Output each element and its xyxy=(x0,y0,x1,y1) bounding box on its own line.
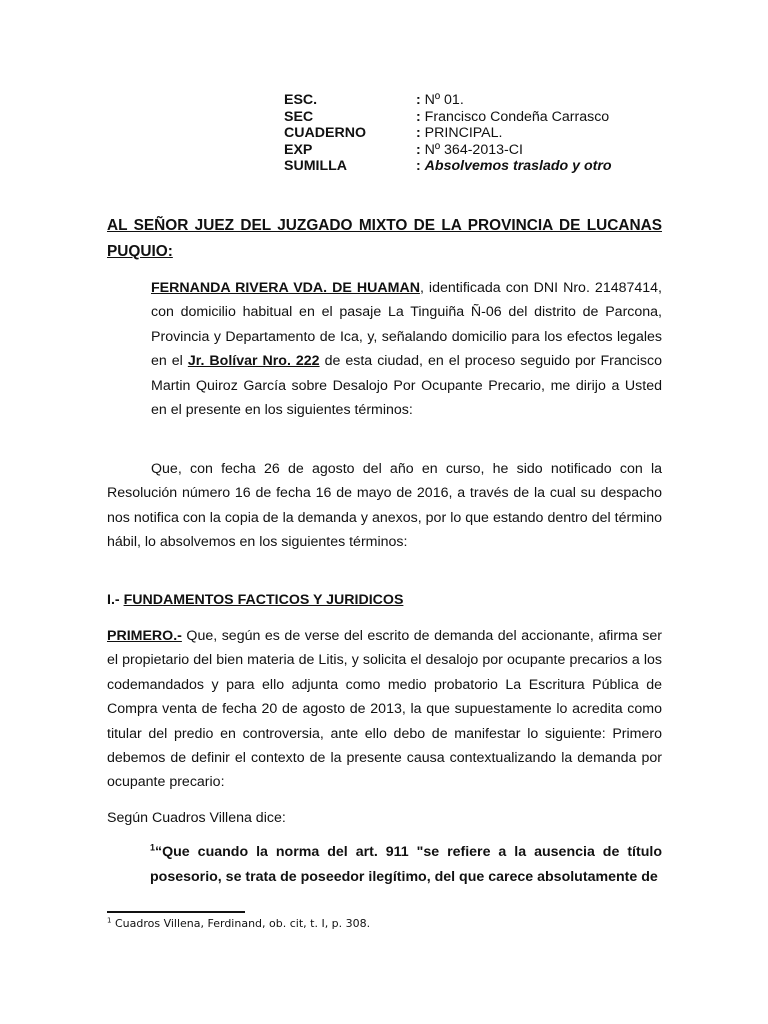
section-title: FUNDAMENTOS FACTICOS Y JURIDICOS xyxy=(123,592,404,608)
header-colon: : xyxy=(416,158,425,175)
header-row-exp xyxy=(284,142,684,159)
primero-label: PRIMERO.- xyxy=(107,628,182,644)
section-number: I.- xyxy=(107,592,124,608)
primero-text: Que, según es de verse del escrito de demanda del accionante, afirma ser el propietario del bien materia de Litis, y solicita el desalojo por ocupante precarios a los codemandados y para ello adjunta como medio probatorio La Escritura Pública de Compra venta de fecha 20 de agosto de 2013, la que supuestamente lo acredita como titular del predio en controversia, ante ello debo de manifestar lo siguiente: Primero debemos de definir el contexto de la presente causa contextualizando la demanda por ocupante precario: xyxy=(107,628,662,791)
footnote xyxy=(107,917,370,930)
header-colon: : xyxy=(416,92,425,108)
legal-address: Jr. Bolívar Nro. 222 xyxy=(187,353,320,370)
header-value: Nº 364-2013-CI xyxy=(424,141,523,158)
header-value: Absolvemos traslado y otro xyxy=(424,158,612,175)
header-value: Francisco Condeña Carrasco xyxy=(424,108,610,125)
header-value: Nº 01. xyxy=(424,92,464,108)
header-colon: : xyxy=(416,125,425,142)
intro-text-2: de esta ciudad, en el proceso seguido por Francisco Martin Quiroz García sobre Desalojo Por Ocupante Precario, me dirijo a Usted en el presente en los siguientes términos: xyxy=(151,353,662,419)
footnote-divider xyxy=(107,911,245,913)
footnote-text: Cuadros Villena, Ferdinand, ob. cit, t. I, p. 308. xyxy=(111,917,371,930)
section-heading xyxy=(107,592,403,608)
footnote-marker: 1 xyxy=(107,916,112,925)
header-value: PRINCIPAL. xyxy=(424,125,503,142)
intro-text-1: , identificada con DNI Nro. 21487414, con domicilio habitual en el pasaje La Tinguiña Ñ-06 del distrito de Parcona, Provincia y Departamento de Ica, y, señalando domicilio para los efectos legales en el xyxy=(151,280,662,370)
petitioner-name: FERNANDA RIVERA VDA. DE HUAMAN xyxy=(151,280,420,296)
header-row-sec xyxy=(284,109,684,126)
notification-paragraph: Que, con fecha 26 de agosto del año en curso, he sido notificado con la Resolución número 16 de fecha 16 de mayo de 2016, a través de la cual su despacho nos notifica con la copia de la demanda y anexos, por lo que estando dentro del término hábil, lo absolvemos en los siguientes términos: xyxy=(107,461,662,551)
cuadros-line: Según Cuadros Villena dice: xyxy=(107,810,286,826)
header-key: ESC. xyxy=(284,92,318,108)
primero-paragraph xyxy=(107,624,662,795)
quote-text: “Que cuando la norma del art. 911 "se refiere a la ausencia de título posesorio, se trata de poseedor ilegítimo, del que carece absolutamente de xyxy=(150,844,662,885)
header-key: SEC xyxy=(284,108,314,125)
header-key: EXP xyxy=(284,141,313,158)
addressee-heading: AL SEÑOR JUEZ DEL JUZGADO MIXTO DE LA PROVINCIA DE LUCANAS PUQUIO: xyxy=(107,217,662,260)
header-row-esc xyxy=(284,92,684,109)
header-key: CUADERNO xyxy=(284,125,366,142)
header-colon: : xyxy=(416,141,425,158)
footnote-reference: 1 xyxy=(150,842,156,853)
intro-paragraph xyxy=(151,276,662,422)
header-key: SUMILLA xyxy=(284,158,348,175)
quote-block xyxy=(150,840,662,889)
header-row-sumilla xyxy=(284,158,684,175)
case-header xyxy=(284,92,684,175)
header-colon: : xyxy=(416,108,425,125)
header-row-cuaderno xyxy=(284,125,684,142)
